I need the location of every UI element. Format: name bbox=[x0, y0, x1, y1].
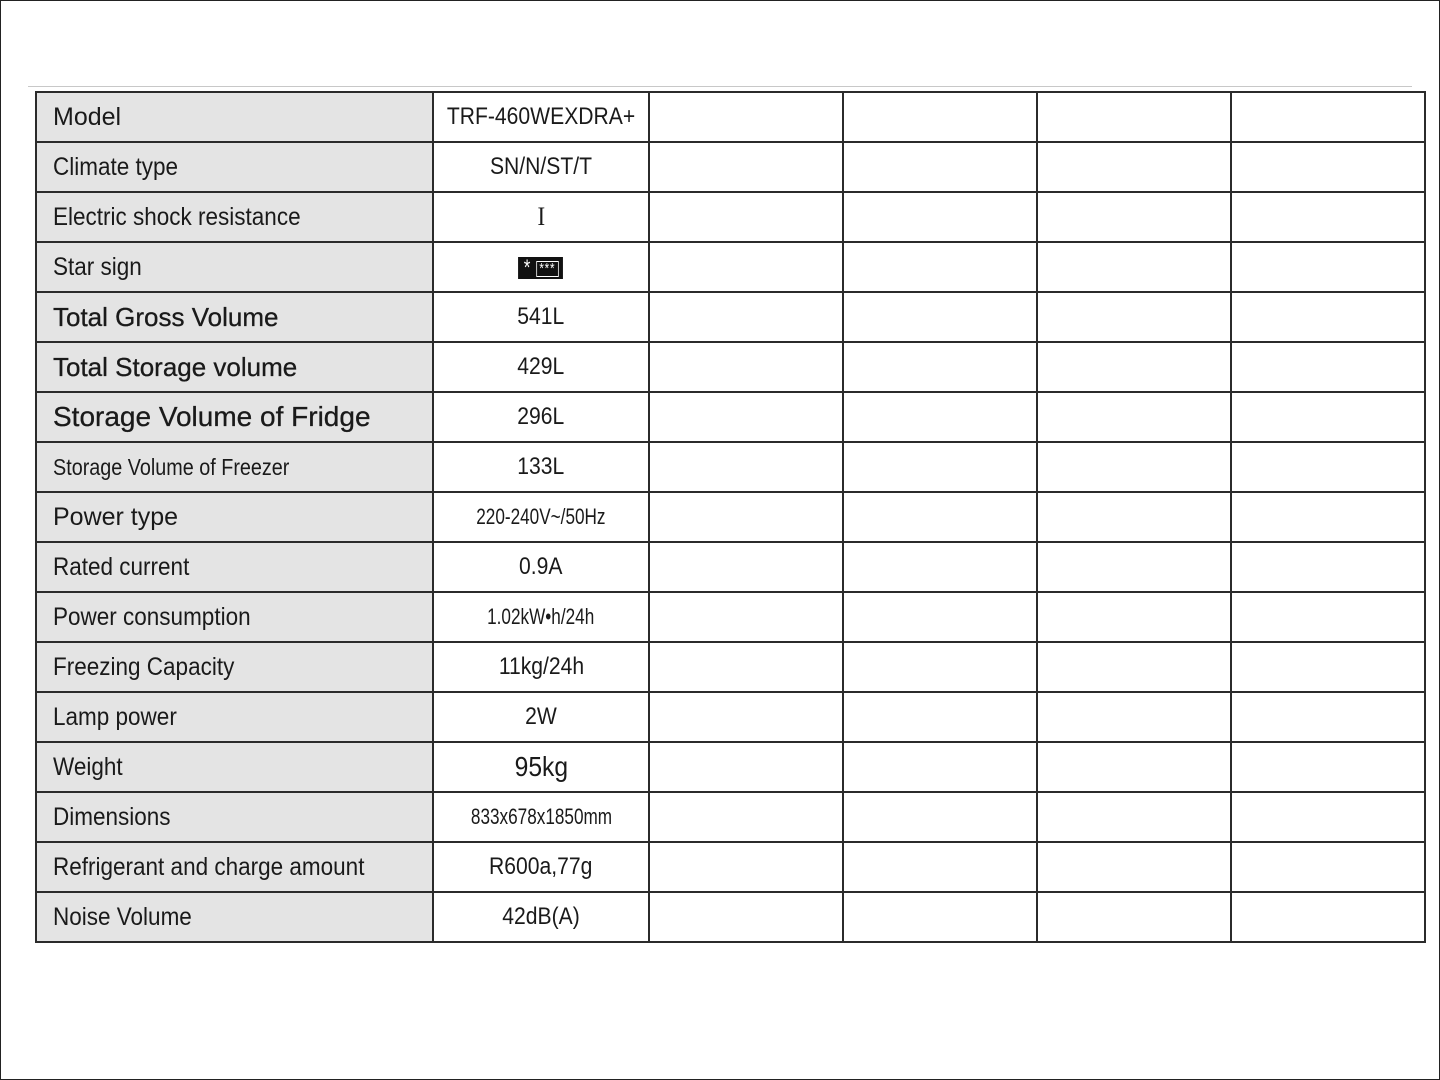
value-text: 11kg/24h bbox=[498, 653, 584, 680]
empty-cell bbox=[649, 192, 843, 242]
spec-table bbox=[35, 91, 1426, 943]
row-value-model bbox=[433, 92, 649, 142]
row-label-power-consumption bbox=[36, 592, 433, 642]
empty-cell bbox=[1037, 842, 1231, 892]
row-value-freezing-capacity bbox=[433, 642, 649, 692]
row-value-climate-type bbox=[433, 142, 649, 192]
row-value-electric-shock bbox=[433, 192, 649, 242]
table-row bbox=[36, 542, 1425, 592]
empty-cell bbox=[843, 342, 1037, 392]
value-text: 541L bbox=[517, 303, 565, 330]
table-row bbox=[36, 242, 1425, 292]
empty-cell bbox=[843, 642, 1037, 692]
value-text: 0.9A bbox=[519, 553, 563, 580]
row-value-weight bbox=[433, 742, 649, 792]
empty-cell bbox=[1037, 242, 1231, 292]
row-value-power-consumption bbox=[433, 592, 649, 642]
empty-cell bbox=[1231, 292, 1425, 342]
row-label-lamp-power bbox=[36, 692, 433, 742]
empty-cell bbox=[843, 842, 1037, 892]
table-row bbox=[36, 792, 1425, 842]
empty-cell bbox=[1231, 492, 1425, 542]
empty-cell bbox=[1231, 642, 1425, 692]
empty-cell bbox=[843, 892, 1037, 942]
empty-cell bbox=[843, 592, 1037, 642]
empty-cell bbox=[1037, 442, 1231, 492]
row-value-fridge-volume bbox=[433, 392, 649, 442]
empty-cell bbox=[649, 692, 843, 742]
row-value-power-type bbox=[433, 492, 649, 542]
empty-cell bbox=[1231, 892, 1425, 942]
empty-cell bbox=[1037, 492, 1231, 542]
value-text: 1.02kW•h/24h bbox=[487, 604, 595, 629]
table-row bbox=[36, 192, 1425, 242]
empty-cell bbox=[1231, 792, 1425, 842]
empty-cell bbox=[649, 792, 843, 842]
star-outer: * bbox=[524, 254, 531, 280]
empty-cell bbox=[843, 142, 1037, 192]
top-divider bbox=[28, 86, 1412, 87]
row-label-freezing-capacity bbox=[36, 642, 433, 692]
table-row bbox=[36, 692, 1425, 742]
table-row bbox=[36, 92, 1425, 142]
empty-cell bbox=[1231, 342, 1425, 392]
empty-cell bbox=[1037, 892, 1231, 942]
empty-cell bbox=[843, 392, 1037, 442]
empty-cell bbox=[843, 692, 1037, 742]
empty-cell bbox=[1037, 392, 1231, 442]
empty-cell bbox=[1231, 142, 1425, 192]
empty-cell bbox=[843, 492, 1037, 542]
empty-cell bbox=[1231, 242, 1425, 292]
table-row bbox=[36, 492, 1425, 542]
empty-cell bbox=[1037, 692, 1231, 742]
row-value-total-gross-volume bbox=[433, 292, 649, 342]
row-label-climate-type bbox=[36, 142, 433, 192]
label-text: Climate type bbox=[53, 152, 179, 181]
empty-cell bbox=[1231, 92, 1425, 142]
empty-cell bbox=[649, 592, 843, 642]
empty-cell bbox=[1231, 742, 1425, 792]
row-label-star-sign bbox=[36, 242, 433, 292]
empty-cell bbox=[649, 442, 843, 492]
empty-cell bbox=[649, 492, 843, 542]
row-label-model: Model bbox=[36, 92, 433, 142]
empty-cell bbox=[649, 642, 843, 692]
empty-cell bbox=[649, 842, 843, 892]
empty-cell bbox=[649, 742, 843, 792]
row-value-star-sign bbox=[433, 242, 649, 292]
label-text: Freezing Capacity bbox=[53, 652, 235, 681]
row-label-rated-current bbox=[36, 542, 433, 592]
row-label-freezer-volume bbox=[36, 442, 433, 492]
empty-cell bbox=[1231, 842, 1425, 892]
empty-cell bbox=[843, 542, 1037, 592]
label-text: Storage Volume of Freezer bbox=[53, 453, 290, 480]
value-text: 833x678x1850mm bbox=[470, 804, 612, 829]
label-text: Refrigerant and charge amount bbox=[53, 852, 365, 881]
empty-cell bbox=[649, 392, 843, 442]
empty-cell bbox=[1231, 192, 1425, 242]
value-text: 133L bbox=[517, 453, 565, 480]
label-text: Lamp power bbox=[53, 702, 177, 731]
row-value-lamp-power bbox=[433, 692, 649, 742]
row-value-freezer-volume bbox=[433, 442, 649, 492]
empty-cell bbox=[649, 292, 843, 342]
empty-cell bbox=[1037, 642, 1231, 692]
table-row bbox=[36, 642, 1425, 692]
star-inner: *** bbox=[536, 261, 558, 277]
empty-cell bbox=[1037, 192, 1231, 242]
row-label-noise-volume bbox=[36, 892, 433, 942]
label-text: Noise Volume bbox=[53, 902, 192, 931]
empty-cell bbox=[843, 192, 1037, 242]
table-row bbox=[36, 442, 1425, 492]
empty-cell bbox=[1231, 592, 1425, 642]
empty-cell bbox=[843, 292, 1037, 342]
empty-cell bbox=[1231, 542, 1425, 592]
value-text: I bbox=[537, 202, 545, 231]
empty-cell bbox=[649, 342, 843, 392]
row-label-power-type: Power type bbox=[36, 492, 433, 542]
value-text: 42dB(A) bbox=[502, 903, 580, 930]
empty-cell bbox=[649, 242, 843, 292]
table-row bbox=[36, 592, 1425, 642]
table-row bbox=[36, 742, 1425, 792]
label-text: Rated current bbox=[53, 552, 190, 581]
empty-cell bbox=[843, 792, 1037, 842]
row-label-total-storage-volume: Total Storage volume bbox=[36, 342, 433, 392]
row-label-refrigerant bbox=[36, 842, 433, 892]
empty-cell bbox=[649, 92, 843, 142]
label-text: Power consumption bbox=[53, 602, 251, 631]
row-value-refrigerant bbox=[433, 842, 649, 892]
value-text: TRF-460WEXDRA+ bbox=[446, 103, 636, 130]
value-text: 296L bbox=[517, 403, 565, 430]
value-text: 220-240V~/50Hz bbox=[476, 504, 606, 529]
value-text: SN/N/ST/T bbox=[489, 153, 593, 180]
empty-cell bbox=[1037, 342, 1231, 392]
empty-cell bbox=[1037, 592, 1231, 642]
row-label-fridge-volume: Storage Volume of Fridge bbox=[36, 392, 433, 442]
empty-cell bbox=[843, 442, 1037, 492]
row-label-dimensions bbox=[36, 792, 433, 842]
empty-cell bbox=[843, 742, 1037, 792]
table-row bbox=[36, 842, 1425, 892]
empty-cell bbox=[843, 242, 1037, 292]
empty-cell bbox=[843, 92, 1037, 142]
empty-cell bbox=[649, 142, 843, 192]
empty-cell bbox=[649, 542, 843, 592]
table-row bbox=[36, 892, 1425, 942]
empty-cell bbox=[1037, 742, 1231, 792]
value-text: 95kg bbox=[514, 751, 568, 782]
label-text: Star sign bbox=[53, 252, 142, 281]
row-value-rated-current bbox=[433, 542, 649, 592]
row-value-dimensions bbox=[433, 792, 649, 842]
table-row bbox=[36, 392, 1425, 442]
empty-cell bbox=[1037, 542, 1231, 592]
table-row bbox=[36, 342, 1425, 392]
row-value-noise-volume bbox=[433, 892, 649, 942]
empty-cell bbox=[1037, 292, 1231, 342]
empty-cell bbox=[1231, 692, 1425, 742]
value-text: R600a,77g bbox=[489, 853, 593, 880]
label-text: Electric shock resistance bbox=[53, 202, 301, 231]
row-value-total-storage-volume bbox=[433, 342, 649, 392]
label-text: Dimensions bbox=[53, 802, 171, 831]
empty-cell bbox=[1231, 442, 1425, 492]
value-text: 429L bbox=[517, 353, 565, 380]
empty-cell bbox=[1231, 392, 1425, 442]
row-label-weight bbox=[36, 742, 433, 792]
label-text: Weight bbox=[53, 752, 123, 781]
table-row bbox=[36, 142, 1425, 192]
empty-cell bbox=[1037, 792, 1231, 842]
empty-cell bbox=[1037, 92, 1231, 142]
table-row bbox=[36, 292, 1425, 342]
empty-cell bbox=[649, 892, 843, 942]
star-rating-icon bbox=[519, 254, 564, 280]
row-label-electric-shock bbox=[36, 192, 433, 242]
empty-cell bbox=[1037, 142, 1231, 192]
row-label-total-gross-volume: Total Gross Volume bbox=[36, 292, 433, 342]
value-text: 2W bbox=[525, 703, 557, 730]
